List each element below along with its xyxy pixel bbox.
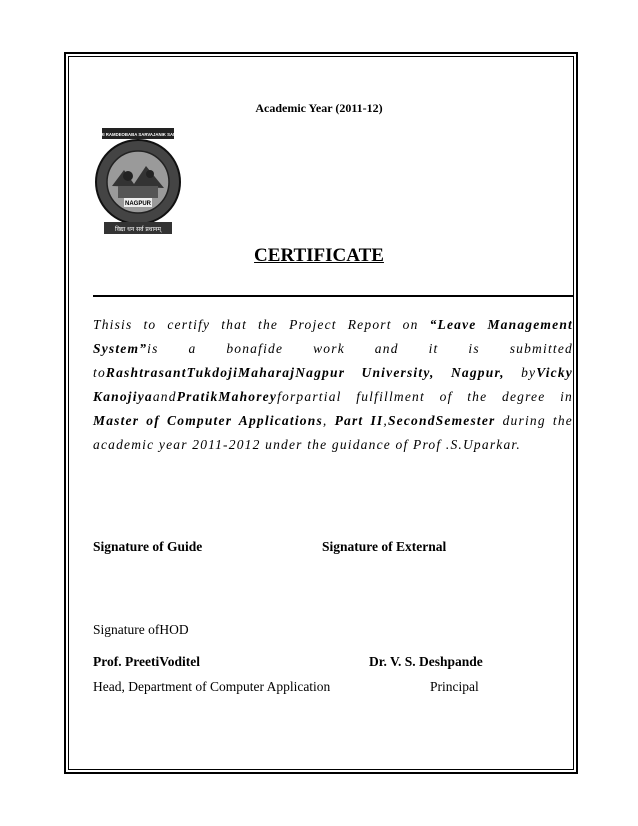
body-text-5: forpartial fulfillment of the degree in — [277, 389, 573, 404]
signature-external: Signature of External — [322, 539, 447, 554]
university-name: RashtrasantTukdojiMaharajNagpur University, Nagpur, — [105, 365, 505, 380]
degree-name: Master of Computer Applications — [93, 413, 323, 428]
body-text-7: , — [383, 413, 388, 428]
body-text-3: by — [504, 365, 537, 380]
hod-name: Prof. PreetiVoditel — [93, 654, 200, 669]
body-text-1: Thisis to certify that the Project Report on — [93, 317, 430, 332]
signature-hod: Signature ofHOD — [93, 622, 189, 637]
student-name-1: Vicky Kanojiya — [93, 365, 573, 404]
logo-top-text: SHRI RAMDEOBABA SARVAJANIK SAMITI — [94, 132, 182, 137]
body-text-2: is a bonafide work and it is submitted to — [93, 341, 573, 380]
title-divider — [93, 295, 573, 297]
body-text-6: , — [322, 413, 335, 428]
principal-name: Dr. V. S. Deshpande — [369, 654, 483, 669]
signature-guide: Signature of Guide — [93, 539, 203, 554]
hod-designation: Head, Department of Computer Application — [93, 679, 331, 694]
logo-bottom-text: विद्या धन सर्व प्रधानम् — [115, 226, 161, 233]
college-seal-logo — [88, 126, 188, 238]
semester-name: SecondSemester — [387, 413, 496, 428]
certificate-body — [93, 313, 573, 457]
certificate-title: CERTIFICATE — [254, 245, 384, 266]
principal-designation: Principal — [430, 679, 479, 694]
student-name-2: PratikMahorey — [176, 389, 278, 404]
academic-year: Academic Year (2011-12) — [255, 101, 383, 115]
project-title: “Leave Management System” — [93, 317, 573, 356]
body-text-4: and — [152, 389, 177, 404]
logo-center-text: NAGPUR — [124, 201, 152, 207]
degree-part: Part II — [334, 413, 384, 428]
body-text-8: during the academic year 2011-2012 under the guidance of Prof .S.Uparkar. — [93, 413, 573, 452]
